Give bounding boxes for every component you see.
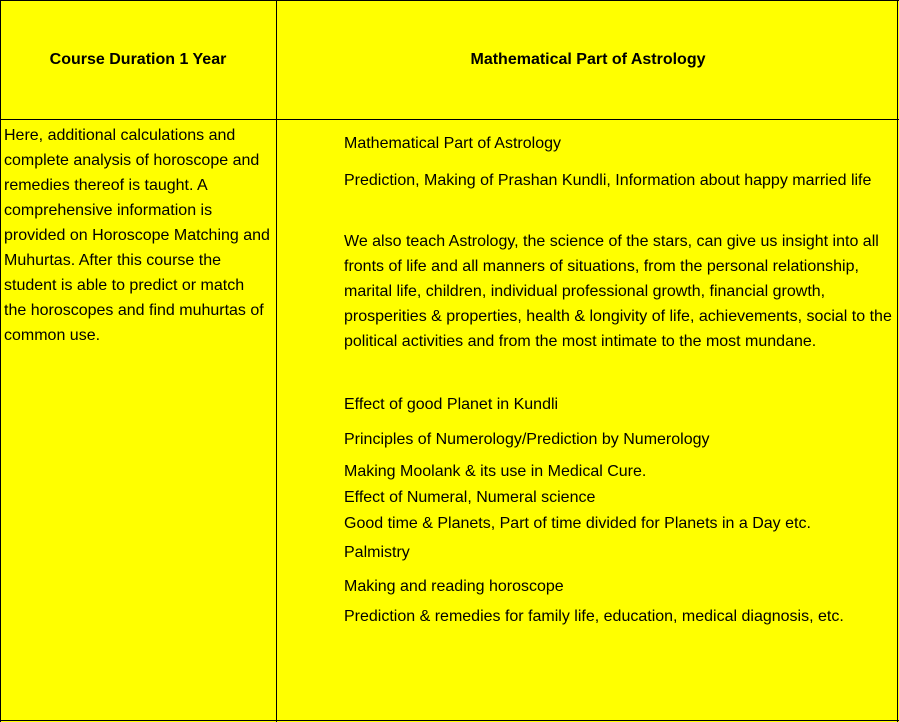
syllabus-item-10: Making and reading horoscope	[344, 578, 564, 595]
header-divider	[0, 119, 899, 120]
header-course-title-text: Mathematical Part of Astrology	[470, 50, 706, 68]
syllabus-item-3: We also teach Astrology, the science of the stars, can give us insight into all fronts of life and all manners of situations, from the personal relationship, marital life, children, individual professional growth, financial growth, prosperities & properties, health & longivity of life, achievements, social to the political activities and from the most intimate to the most mundane.	[344, 233, 892, 350]
header-course-duration-text: Course Duration 1 Year	[49, 50, 227, 68]
syllabus-item-5: Principles of Numerology/Prediction by Numerology	[344, 431, 710, 448]
header-course-duration	[0, 0, 276, 119]
syllabus-item-7: Effect of Numeral, Numeral science	[344, 489, 596, 506]
syllabus-item-1: Mathematical Part of Astrology	[344, 135, 561, 152]
table-border-bottom	[0, 720, 899, 721]
syllabus-item-8: Good time & Planets, Part of time divided for Planets in a Day etc.	[344, 515, 811, 532]
course-description: Here, additional calculations and complete analysis of horoscope and remedies thereof is taught. A comprehensive information is provided on Horoscope Matching and Muhurtas. After this course the student is able to predict or match the horoscopes and find muhurtas of common use.	[4, 127, 270, 344]
syllabus-item-4: Effect of good Planet in Kundli	[344, 396, 559, 413]
syllabus-item-9: Palmistry	[344, 544, 410, 561]
syllabus-item-11: Prediction & remedies for family life, education, medical diagnosis, etc.	[344, 608, 844, 625]
syllabus-item-6: Making Moolank & its use in Medical Cure.	[344, 463, 647, 480]
syllabus-item-2: Prediction, Making of Prashan Kundli, Information about happy married life	[344, 172, 872, 189]
header-course-title	[277, 0, 899, 119]
